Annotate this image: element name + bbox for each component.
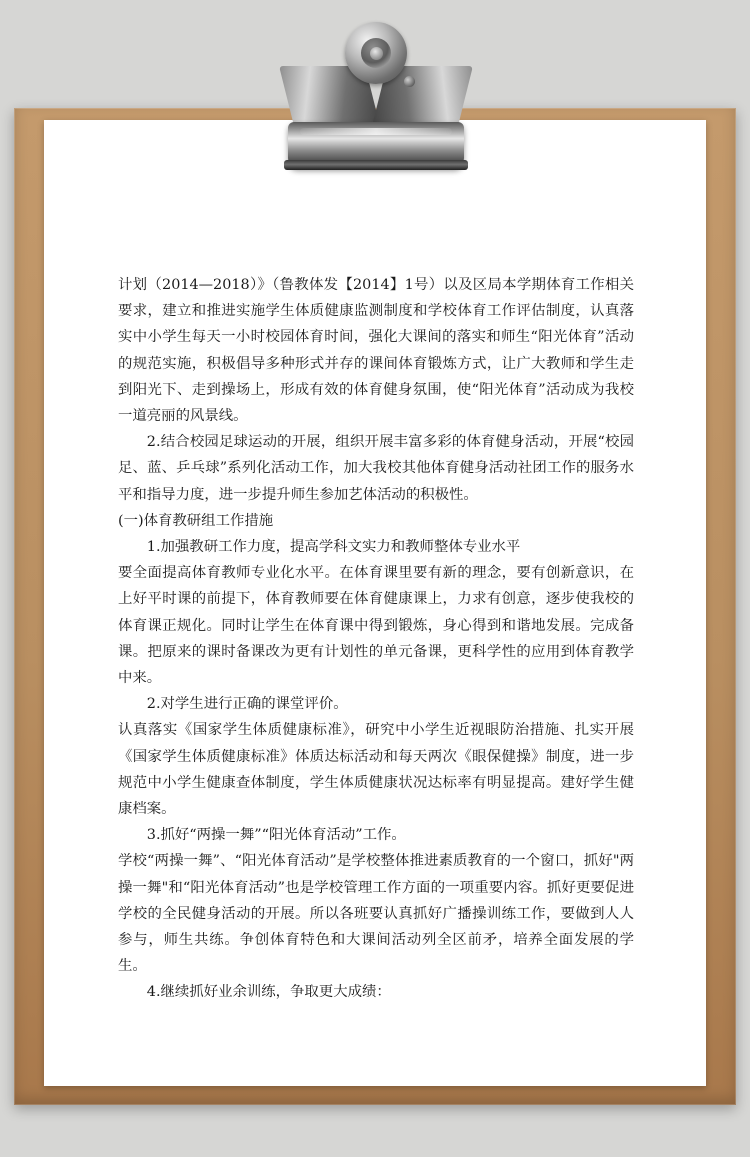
document-paragraph: 2.结合校园足球运动的开展，组织开展丰富多彩的体育健身活动，开展“校园足、蓝、乒乓球”系列化活动工作，加大我校其他体育健身活动社团工作的服务水平和指导力度，进一步提升师生参加艺体活动的积极性。 xyxy=(118,434,634,503)
clipboard-board xyxy=(14,108,736,1105)
document-paragraph: 要全面提高体育教师专业化水平。在体育课里要有新的理念，要有创新意识，在上好平时课的前提下，体育教师要在体育健康课上，力求有创意，逐步使我校的体育课正规化。同时让学生在体育课中得到锻炼，身心得到和谐地发展。完成备课。把原来的课时备课改为更有计划性的单元备课，更科学性的应用到体育教学中来。 xyxy=(118,565,634,687)
document-paragraph: 认真落实《国家学生体质健康标准》，研究中小学生近视眼防治措施、扎实开展《国家学生体质健康标准》体质达标活动和每天两次《眼保健操》制度，进一步规范中小学生健康查体制度，学生体质健康状况达标率有明显提高。建好学生健康档案。 xyxy=(118,722,634,818)
clip-ring-outer xyxy=(345,22,407,84)
clip-screw xyxy=(404,76,415,87)
clip-ring-hole xyxy=(370,47,383,60)
document-paragraph: 计划（2014—2018）》（鲁教体发【2014】1号）以及区局本学期体育工作相关要求，建立和推进实施学生体质健康监测制度和学校体育工作评估制度，认真落实中小学生每天一小时校园体育时间，强化大课间的落实和师生“阳光体育”活动的规范实施，积极倡导多种形式并存的课间体育锻炼方式，让广大教师和学生走到阳光下、走到操场上，形成有效的体育健身氛围，使“阳光体育”活动成为我校一道亮丽的风景线。 xyxy=(118,277,634,425)
document-section-heading: (一)体育教研组工作措施 xyxy=(118,512,274,529)
document-paragraph: 3.抓好“两操一舞”“阳光体育活动”工作。 xyxy=(146,827,406,844)
document-paragraph: 学校“两操一舞”、“阳光体育活动”是学校整体推进素质教育的一个窗口，抓好"两操一舞"和“阳光体育活动”也是学校管理工作方面的一项重要内容。抓好更要促进学校的全民健身活动的开展。所以各班要认真抓好广播操训练工作，要做到人人参与，师生共练。争创体育特色和大课间活动列全区前矛，培养全面发展的学生。 xyxy=(118,853,634,975)
document-paper xyxy=(44,120,706,1086)
document-paragraph: 2.对学生进行正确的课堂评价。 xyxy=(146,696,348,713)
document-paragraph: 1.加强教研工作力度，提高学科文实力和教师整体专业水平 xyxy=(146,539,521,556)
clip-ring-inner xyxy=(361,38,391,68)
document-paragraph: 4.继续抓好业余训练，争取更大成绩： xyxy=(146,984,391,1001)
document-text-body xyxy=(118,272,634,1006)
